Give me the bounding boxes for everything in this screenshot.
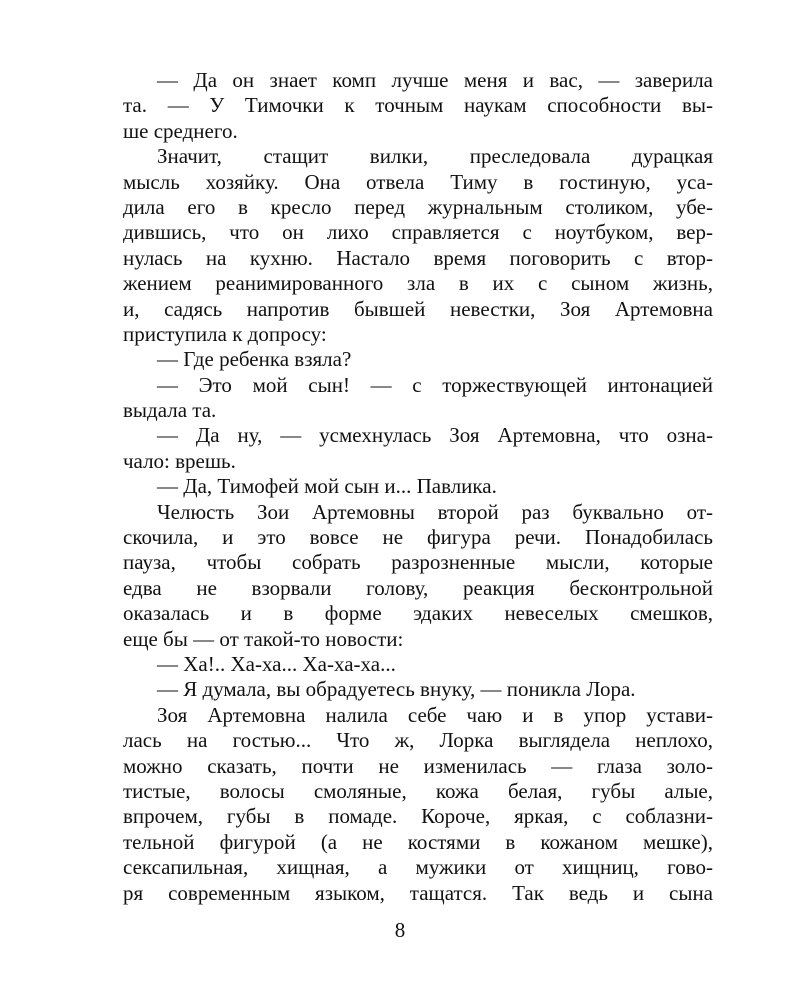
text-line: пауза, чтобы собрать разрозненные мысли, которые — [123, 550, 713, 575]
text-line: — Это мой сын! — с торжествующей интонацией — [157, 372, 713, 397]
text-line: оказалась и в форме эдаких невеселых смешков, — [123, 601, 713, 626]
text-line: едва не взорвали голову, реакция бесконтрольной — [123, 575, 713, 600]
text-line: дившись, что он лихо справляется с ноутбуком, вер- — [123, 220, 713, 245]
text-line: тистые, волосы смоляные, кожа белая, губы алые, — [123, 778, 713, 803]
text-line: скочила, и это вовсе не фигура речи. Понадобилась — [123, 525, 713, 550]
text-line: и, садясь напротив бывшей невестки, Зоя Артемовна — [123, 296, 713, 321]
text-line: ря современным языком, тащатся. Так ведь и сына — [123, 880, 713, 905]
text-line: Значит, стащит вилки, преследовала дурацкая — [157, 144, 713, 169]
text-line: — Где ребенка взяла? — [157, 347, 352, 372]
text-line: выдала та. — [123, 398, 217, 423]
text-line: — Да, Тимофей мой сын и... Павлика. — [157, 474, 497, 499]
text-line: — Да он знает комп лучше меня и вас, — заверила — [157, 68, 713, 92]
body-text — [123, 68, 713, 906]
text-line: та. — У Тимочки к точным наукам способности вы- — [123, 93, 713, 118]
page-number: 8 — [394, 918, 406, 942]
text-line: — Ха!.. Ха-ха... Ха-ха-ха... — [157, 651, 396, 676]
text-line: — Да ну, — усмехнулась Зоя Артемовна, что озна- — [157, 423, 713, 448]
text-line: лась на гостью... Что ж, Лорка выглядела неплохо, — [123, 728, 713, 753]
text-line: можно сказать, почти не изменилась — глаза золо- — [123, 753, 713, 778]
text-line: впрочем, губы в помаде. Короче, яркая, с соблазни- — [123, 804, 713, 829]
text-line: нулась на кухню. Настало время поговорить с втор- — [123, 245, 713, 270]
text-line: Зоя Артемовна налила себе чаю и в упор устави- — [157, 702, 713, 727]
text-line: Челюсть Зои Артемовны второй раз буквально от- — [157, 499, 713, 524]
text-line: жением реанимированного зла в их с сыном жизнь, — [123, 271, 713, 296]
text-line: дила его в кресло перед журнальным столиком, убе- — [123, 194, 713, 219]
text-line: мысль хозяйку. Она отвела Тиму в гостиную, уса- — [123, 169, 713, 194]
text-line: — Я думала, вы обрадуетесь внуку, — поникла Лора. — [157, 677, 636, 702]
text-line: ше среднего. — [123, 118, 238, 143]
text-line: чало: врешь. — [123, 448, 236, 473]
text-line: тельной фигурой (а не костями в кожаном мешке), — [123, 829, 713, 854]
text-line: еще бы — от такой-то новости: — [123, 626, 404, 651]
text-line: приступила к допросу: — [123, 321, 327, 346]
text-line: сексапильная, хищная, а мужики от хищниц, гово- — [123, 855, 713, 880]
